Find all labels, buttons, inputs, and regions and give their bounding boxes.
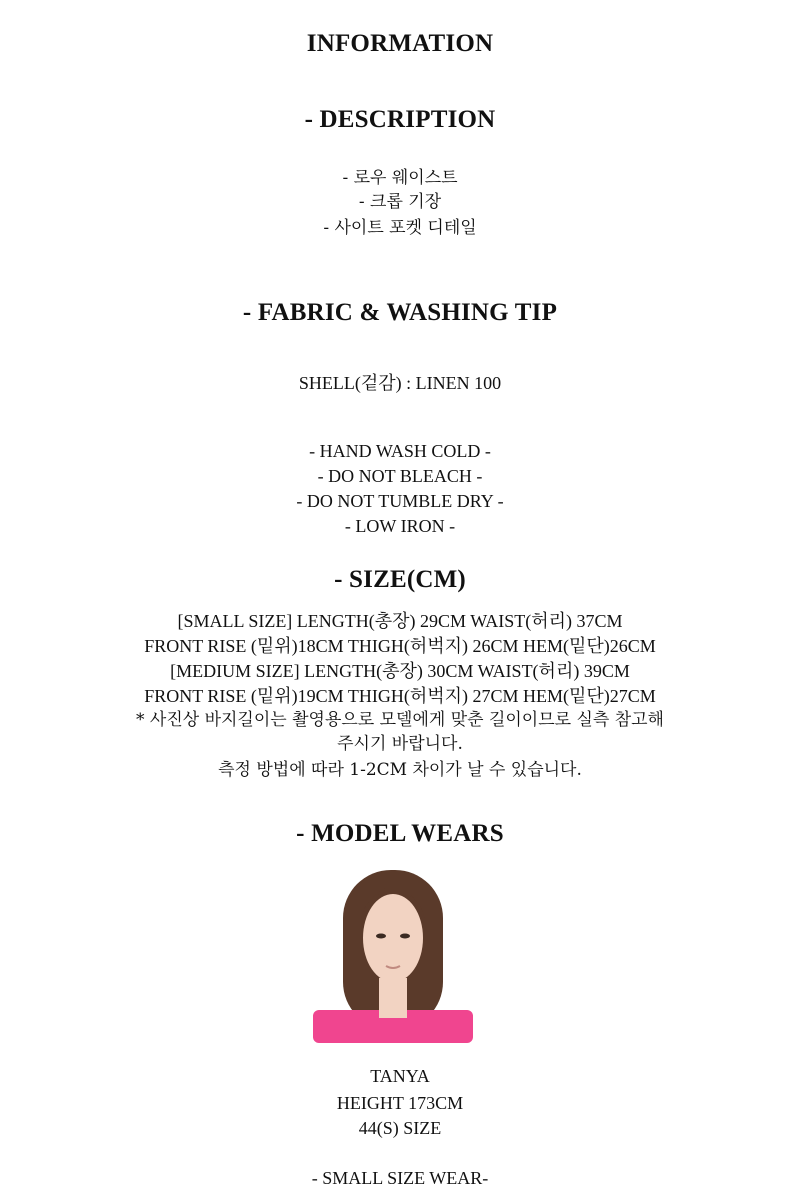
model-size: 44(S) SIZE [358,1118,442,1138]
model-name: TANYA [370,1066,430,1086]
size-line: [SMALL SIZE] LENGTH(총장) 29CM WAIST(허리) 37CM [177,611,623,631]
model-wear: - SMALL SIZE WEAR- [311,1168,489,1188]
care-instruction: - LOW IRON - [344,516,456,536]
model-heading: - MODEL WEARS [296,820,504,847]
description-line: - 크롭 기장 [358,192,442,212]
fabric-heading: - FABRIC & WASHING TIP [242,299,558,326]
fabric-composition: SHELL(겉감) : LINEN 100 [298,373,502,393]
size-line: FRONT RISE (밑위)18CM THIGH(허벅지) 26CM HEM(밑단)26CM [144,636,656,656]
size-heading: - SIZE(CM) [334,566,466,593]
eye [400,934,410,939]
size-line: FRONT RISE (밑위)19CM THIGH(허벅지) 27CM HEM(밑단)27CM [144,686,656,706]
size-note: 측정 방법에 따라 1-2CM 차이가 날 수 있습니다. [218,760,582,780]
care-instruction: - HAND WASH COLD - [309,441,491,461]
model-height: HEIGHT 173CM [336,1093,464,1113]
neck [379,978,407,1018]
size-line: [MEDIUM SIZE] LENGTH(총장) 30CM WAIST(허리) 39CM [170,661,630,681]
care-instruction: - DO NOT BLEACH - [317,466,483,486]
page-title: INFORMATION [306,30,494,57]
eye [376,934,386,939]
care-instruction: - DO NOT TUMBLE DRY - [296,491,504,511]
model-portrait-icon [313,860,473,1043]
size-note: 주시기 바랍니다. [337,734,463,754]
description-line: - 로우 웨이스트 [342,168,458,188]
description-line: - 사이트 포켓 디테일 [323,218,477,238]
size-note: * 사진상 바지길이는 촬영용으로 모델에게 맞춘 길이이므로 실측 참고해 [136,710,664,730]
model-photo [313,860,473,1043]
description-heading: - DESCRIPTION [304,106,496,133]
